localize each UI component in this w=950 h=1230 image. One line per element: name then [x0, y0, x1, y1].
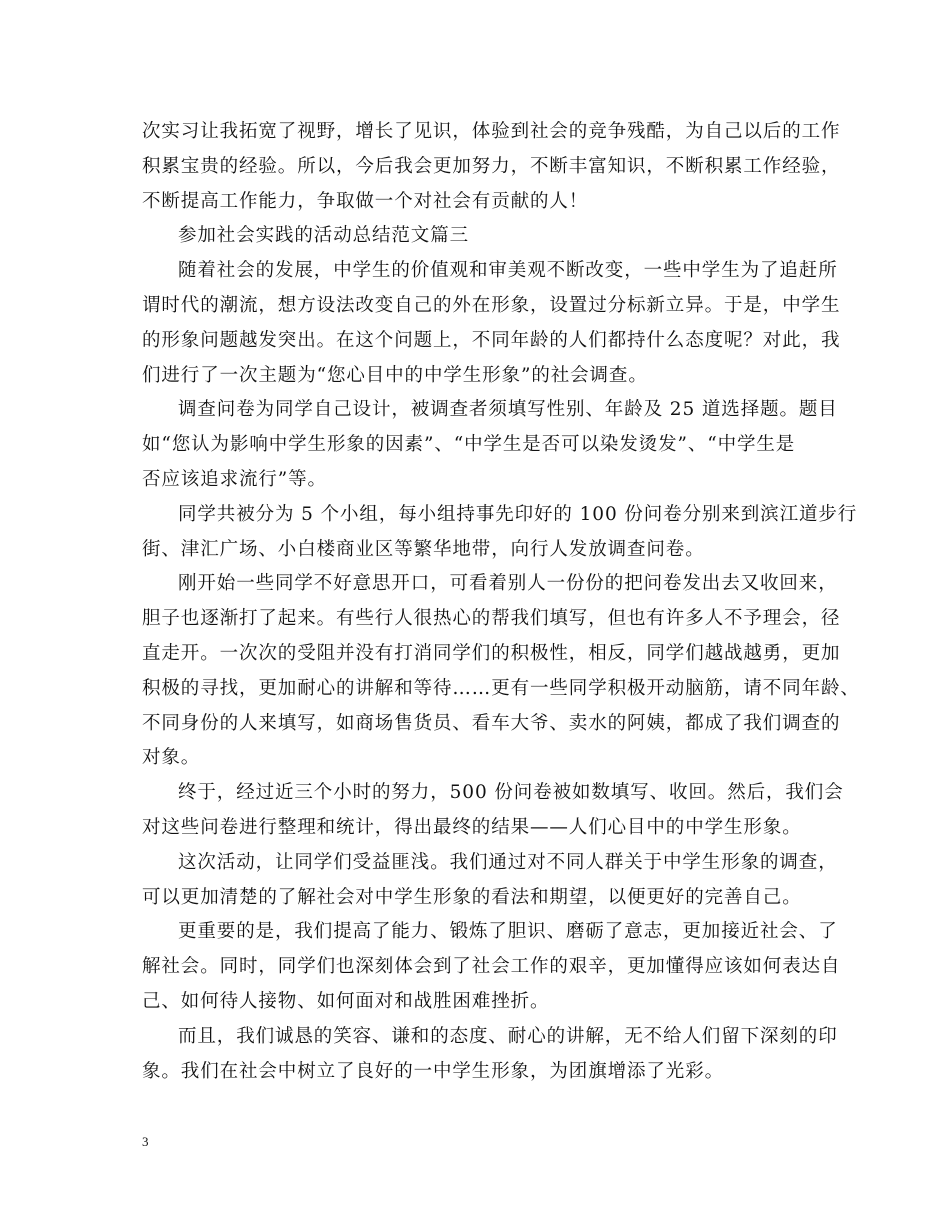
page-number: 3	[142, 1134, 149, 1149]
text-line: 刚开始一些同学不好意思开口，可看着别人一份份的把问卷发出去又收回来，	[178, 573, 838, 595]
text-line: 次实习让我拓宽了视野，增长了见识，体验到社会的竞争残酷，为自己以后的工作	[142, 121, 841, 142]
text-line: 谓时代的潮流，想方设法改变自己的外在形象，设置过分标新立异。于是，中学生	[142, 294, 841, 316]
text-line: 调查问卷为同学自己设计，被调查者须填写性别、年龄及 25 道选择题。题目	[178, 399, 838, 421]
text-line: 可以更加清楚的了解社会对中学生形象的看法和期望，以便更好的完善自己。	[142, 886, 802, 908]
text-line: 胆子也逐渐打了起来。有些行人很热心的帮我们填写，但也有许多人不予理会，径	[142, 608, 841, 630]
text-line: 直走开。一次次的受阻并没有打消同学们的积极性，相反，同学们越战越勇，更加	[142, 642, 841, 664]
text-line: 对这些问卷进行整理和统计，得出最终的结果——人们心目中的中学生形象。	[142, 816, 802, 838]
text-line: 己、如何待人接物、如何面对和战胜困难挫折。	[142, 990, 550, 1012]
text-line: 象。我们在社会中树立了良好的一中学生形象，为团旗增添了光彩。	[142, 1060, 725, 1082]
text-line: 积累宝贵的经验。所以，今后我会更加努力，不断丰富知识，不断积累工作经验，	[142, 155, 841, 177]
text-line: 们进行了一次主题为“您心目中的中学生形象”的社会调查。	[142, 364, 648, 386]
section-heading: 参加社会实践的活动总结范文篇三	[178, 225, 470, 247]
text-line: 不同身份的人来填写，如商场售货员、看车大爷、卖水的阿姨，都成了我们调查的	[142, 712, 841, 734]
text-line: 终于，经过近三个小时的努力，500 份问卷被如数填写、收回。然后，我们会	[178, 782, 844, 804]
text-line: 否应该追求流行”等。	[142, 468, 327, 490]
text-line: 解社会。同时，同学们也深刻体会到了社会工作的艰辛，更加懂得应该如何表达自	[142, 956, 841, 978]
text-line: 这次活动，让同学们受益匪浅。我们通过对不同人群关于中学生形象的调查，	[178, 851, 838, 873]
text-line: 的形象问题越发突出。在这个问题上，不同年龄的人们都持什么态度呢？对此，我	[142, 329, 841, 351]
text-line: 如“您认为影响中学生形象的因素”、“中学生是否可以染发烫发”、“中学生是	[142, 434, 796, 456]
text-line: 不断提高工作能力，争取做一个对社会有贡献的人！	[142, 190, 589, 212]
text-line: 更重要的是，我们提高了能力、锻炼了胆识、磨砺了意志，更加接近社会、了	[178, 921, 838, 943]
text-line: 同学共被分为 5 个小组，每小组持事先印好的 100 份问卷分别来到滨江道步行	[178, 503, 858, 525]
body-text	[142, 115, 860, 1089]
text-line: 街、津汇广场、小白楼商业区等繁华地带，向行人发放调查问卷。	[142, 538, 705, 560]
text-line: 而且，我们诚恳的笑容、谦和的态度、耐心的讲解，无不给人们留下深刻的印	[178, 1025, 838, 1047]
text-line: 随着社会的发展，中学生的价值观和审美观不断改变，一些中学生为了追赶所	[178, 260, 838, 282]
text-line: 积极的寻找，更加耐心的讲解和等待……更有一些同学积极开动脑筋，请不同年龄、	[142, 677, 860, 699]
text-line: 对象。	[142, 747, 201, 769]
